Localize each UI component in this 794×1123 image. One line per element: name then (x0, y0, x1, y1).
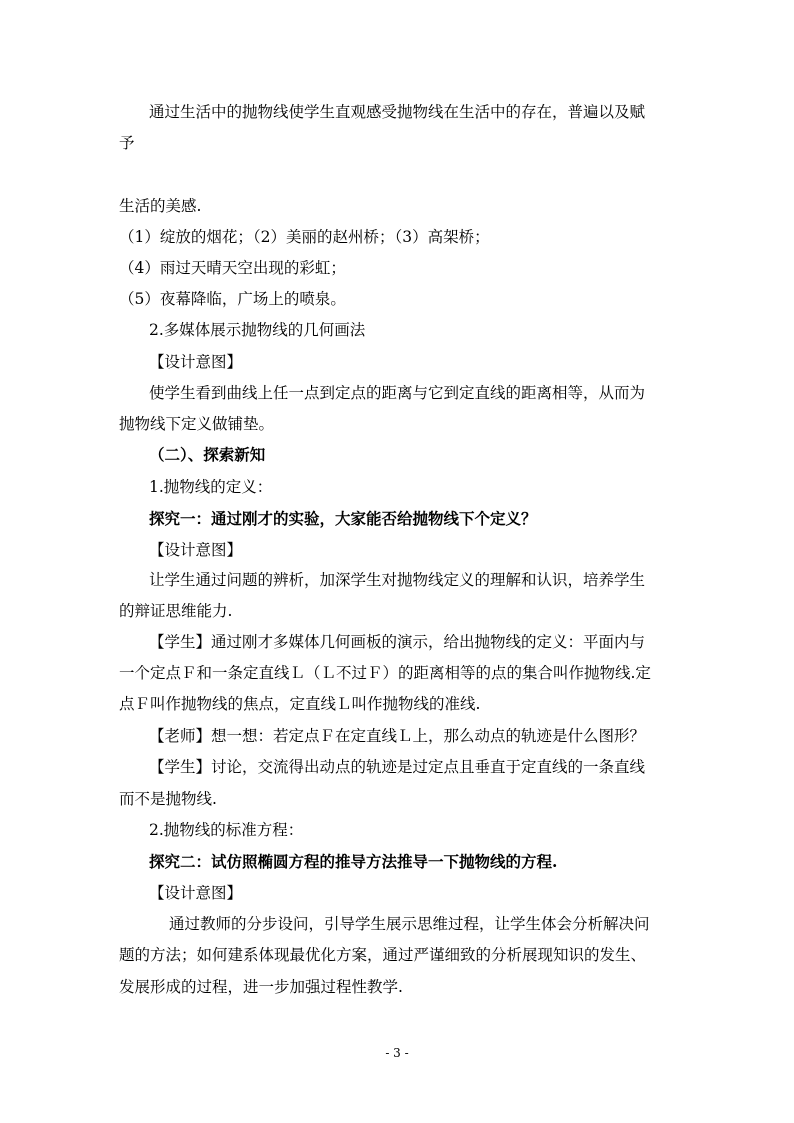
paragraph-line: 【老师】想一想：若定点Ｆ在定直线Ｌ上，那么动点的轨迹是什么图形？ (149, 727, 646, 745)
paragraph-line: 生活的美感. (119, 197, 202, 215)
list-item: （4）雨过天晴天空出现的彩虹； (119, 259, 346, 277)
paragraph-line: 的辩证思维能力. (119, 602, 233, 620)
paragraph-line: 【学生】讨论，交流得出动点的轨迹是过定点且垂直于定直线的一条直线 (149, 758, 646, 776)
paragraph-line: 通过生活中的抛物线使学生直观感受抛物线在生活中的存在，普遍以及赋 (149, 103, 646, 121)
subsection-heading: 1.抛物线的定义： (149, 478, 273, 496)
design-intent-label: 【设计意图】 (149, 353, 243, 371)
paragraph-line: 而不是抛物线. (119, 790, 217, 808)
paragraph-line: 一个定点Ｆ和一条定直线Ｌ（Ｌ不过Ｆ）的距离相等的点的集合叫作抛物线.定 (119, 664, 651, 682)
exploration-question: 探究一：通过刚才的实验，大家能否给抛物线下个定义？ (149, 509, 537, 528)
list-item: （5）夜幕降临，广场上的喷泉。 (119, 290, 346, 308)
section-heading: 2.多媒体展示抛物线的几何画法 (149, 321, 366, 339)
design-intent-label: 【设计意图】 (149, 884, 243, 902)
section-heading: （二）、探索新知 (149, 445, 266, 464)
page-number: - 3 - (385, 1046, 409, 1060)
paragraph-line: 发展形成的过程，进一步加强过程性教学. (119, 978, 403, 996)
paragraph-line: 使学生看到曲线上任一点到定点的距离与它到定直线的距离相等，从而为 (149, 384, 646, 402)
paragraph-line: 抛物线下定义做铺垫。 (119, 415, 275, 433)
paragraph-line: 予 (119, 134, 135, 152)
list-item: （1）绽放的烟花；（2）美丽的赵州桥；（3）高架桥； (119, 228, 490, 246)
design-intent-label: 【设计意图】 (149, 541, 243, 559)
paragraph-line: 题的方法；如何建系体现最优化方案，通过严谨细致的分析展现知识的发生、 (119, 946, 647, 964)
paragraph-line: 通过教师的分步设问，引导学生展示思维过程，让学生体会分析解决问 (169, 915, 650, 933)
exploration-question: 探究二：试仿照椭圆方程的推导方法推导一下抛物线的方程. (149, 852, 558, 871)
subsection-heading: 2.抛物线的标准方程： (149, 821, 304, 839)
paragraph-line: 【学生】通过刚才多媒体几何画板的演示，给出抛物线的定义：平面内与 (149, 633, 646, 651)
paragraph-line: 点Ｆ叫作抛物线的焦点，定直线Ｌ叫作抛物线的准线. (119, 695, 481, 713)
paragraph-line: 让学生通过问题的辨析，加深学生对抛物线定义的理解和认识，培养学生 (149, 571, 646, 589)
